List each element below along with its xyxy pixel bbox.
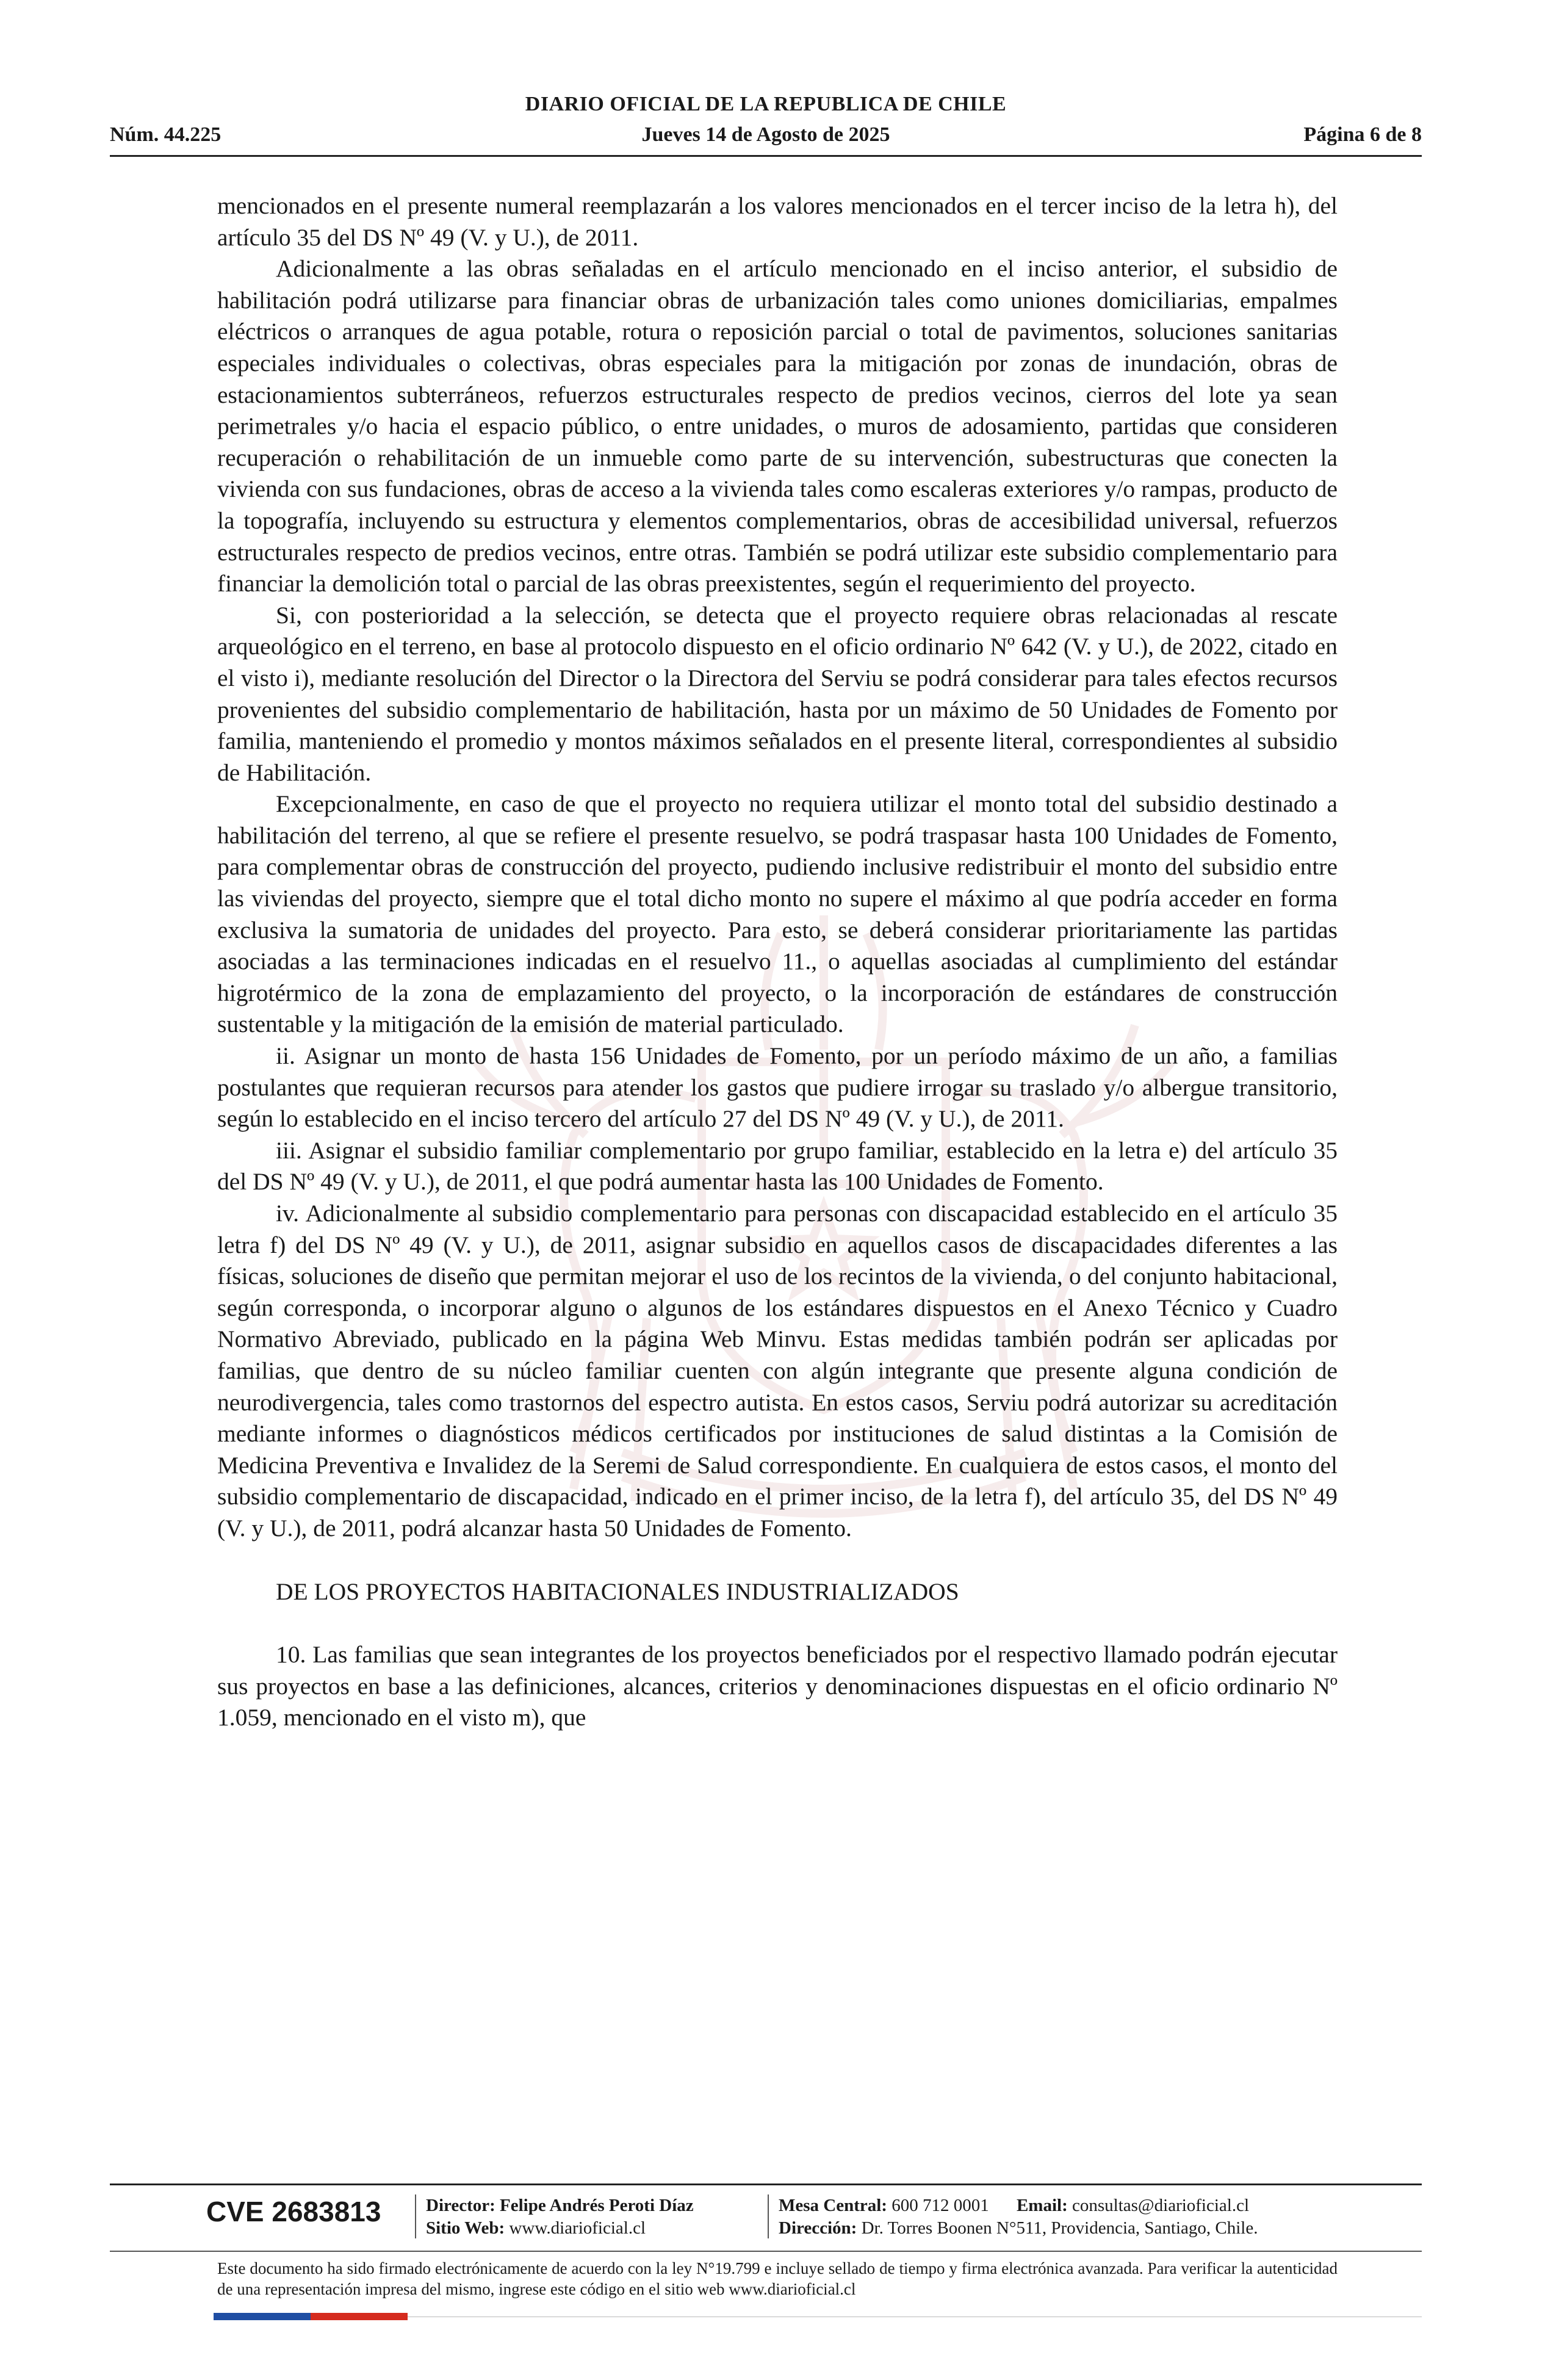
footer-divider: [110, 2183, 1422, 2185]
footer-separator: [415, 2194, 416, 2238]
chile-flag-stripe: [214, 2313, 408, 2320]
newspaper-name: DIARIO OFICIAL DE LA REPUBLICA DE CHILE: [525, 93, 1007, 115]
page-indicator: Página 6 de 8: [1303, 123, 1422, 146]
document-body: [217, 190, 1338, 1734]
header-divider: [110, 155, 1422, 157]
website-link[interactable]: www.diarioficial.cl: [509, 2218, 646, 2238]
paragraph: iii. Asignar el subsidio familiar complementario por grupo familiar, establecido en la letra e) del artículo 35 del DS Nº 49 (V. y U.), de 2011, el que podrá aumentar hasta las 100 Unidades de Fomento.: [217, 1136, 1338, 1195]
footer-contact-left: [426, 2194, 694, 2240]
phone-label: Mesa Central:: [779, 2196, 887, 2215]
address-value: Dr. Torres Boonen N°511, Providencia, Santiago, Chile.: [861, 2218, 1258, 2238]
director-label: Director:: [426, 2196, 495, 2215]
paragraph: Excepcionalmente, en caso de que el proyecto no requiera utilizar el monto total del subsidio destinado a habilitación del terreno, al que se refiere el presente resuelvo, se podrá traspasar hasta 100 Unidades de Fomento, para complementar obras de construcción del proyecto, pudiendo inclusive redistribuir el monto del subsidio entre las viviendas del proyecto, siempre que el total dicho monto no supere el máximo al que podría acceder en forma exclusiva la sumatoria de unidades del proyecto. Para esto, se deberá considerar prioritariamente las partidas asociadas a las terminaciones indicadas en el resuelvo 11., o aquellas asociadas al cumplimiento del estándar higrotérmico de la zona de emplazamiento del proyecto, o la incorporación de estándares de construcción sustentable y la mitigación de la emisión de material particulado.: [217, 790, 1338, 1038]
paragraph: ii. Asignar un monto de hasta 156 Unidades de Fomento, por un período máximo de un año, a familias postulantes que requieran recursos para atender los gastos que pudiere irrogar su traslado y/o albergue transitorio, según lo establecido en el inciso tercero del artículo 27 del DS Nº 49 (V. y U.), de 2011.: [217, 1042, 1338, 1133]
page-header: [110, 93, 1422, 159]
address-label: Dirección:: [779, 2218, 857, 2238]
footer-contact-right: [779, 2194, 1258, 2240]
email-label: Email:: [1016, 2196, 1068, 2215]
footer-divider: [110, 2251, 1422, 2252]
cve-code: CVE 2683813: [206, 2196, 381, 2227]
paragraph: iv. Adicionalmente al subsidio complementario para personas con discapacidad establecido en el artículo 35 letra f) del DS Nº 49 (V. y U.), de 2011, asignar subsidio en aquellos casos de discapacidades diferentes a las físicas, soluciones de diseño que permitan mejorar el uso de los recintos de la vivienda, o del conjunto habitacional, según corresponda, o incorporar alguno o algunos de los estándares dispuestos en el Anexo Técnico y Cuadro Normativo Abreviado, publicado en la página Web Minvu. Estas medidas también podrán ser aplicadas por familias, que dentro de su núcleo familiar cuenten con algún integrante que presente alguna condición de neurodivergencia, tales como trastornos del espectro autista. En estos casos, Serviu podrá autorizar su acreditación mediante informes o diagnósticos médicos certificados por instituciones de salud distintas a la Comisión de Medicina Preventiva e Invalidez de la Seremi de Salud correspondiente. En cualquiera de estos casos, el monto del subsidio complementario de discapacidad, indicado en el primer inciso, de la letra f), del artículo 35, del DS Nº 49 (V. y U.), de 2011, podrá alcanzar hasta 50 Unidades de Fomento.: [217, 1200, 1338, 1542]
issue-number: Núm. 44.225: [110, 123, 222, 146]
flag-red-segment: [311, 2313, 408, 2320]
paragraph: Si, con posterioridad a la selección, se detecta que el proyecto requiere obras relacionadas al rescate arqueológico en el terreno, en base al protocolo dispuesto en el oficio ordinario Nº 642 (V. y U.), de 2022, citado en el visto i), mediante resolución del Director o la Directora del Serviu se podrá considerar para tales efectos recursos provenientes del subsidio complementario de habilitación, hasta por un máximo de 50 Unidades de Fomento por familia, manteniendo el promedio y montos máximos señalados en el presente literal, correspondientes al subsidio de Habilitación.: [217, 601, 1338, 786]
flag-blue-segment: [214, 2313, 311, 2320]
director-name: Felipe Andrés Peroti Díaz: [500, 2196, 694, 2215]
phone-number: 600 712 0001: [891, 2196, 989, 2215]
website-label: Sitio Web:: [426, 2218, 505, 2238]
email-link[interactable]: consultas@diarioficial.cl: [1072, 2196, 1250, 2215]
paragraph: 10. Las familias que sean integrantes de los proyectos beneficiados por el respectivo llamado podrán ejecutar sus proyectos en base a las definiciones, alcances, criterios y denominaciones dispuestas en el oficio ordinario Nº 1.059, mencionado en el visto m), que: [217, 1641, 1338, 1731]
legal-notice: Este documento ha sido firmado electrónicamente de acuerdo con la ley N°19.799 e incluye sellado de tiempo y firma electrónica avanzada. Para verificar la autenticidad de una representación impresa del mismo, ingrese este código en el sitio web www.diarioficial.cl: [217, 2259, 1338, 2298]
paragraph: mencionados en el presente numeral reemplazarán a los valores mencionados en el tercer inciso de la letra h), del artículo 35 del DS Nº 49 (V. y U.), de 2011.: [217, 192, 1338, 251]
section-heading: DE LOS PROYECTOS HABITACIONALES INDUSTRIALIZADOS: [276, 1578, 959, 1605]
publication-date: Jueves 14 de Agosto de 2025: [641, 123, 890, 146]
paragraph: Adicionalmente a las obras señaladas en el artículo mencionado en el inciso anterior, el subsidio de habilitación podrá utilizarse para financiar obras de urbanización tales como uniones domiciliarias, empalmes eléctricos o arranques de agua potable, rotura o reposición parcial o total de pavimentos, soluciones sanitarias especiales individuales o colectivas, obras especiales para la mitigación por zonas de inundación, obras de estacionamientos subterráneos, refuerzos estructurales respecto de predios vecinos, cierros del lote ya sean perimetrales y/o hacia el espacio público, o entre unidades, o muros de adosamiento, partidas que consideren recuperación o rehabilitación de un inmueble como parte de su intervención, subestructuras que conecten la vivienda con sus fundaciones, obras de acceso a la vivienda tales como escaleras exteriores y/o rampas, producto de la topografía, incluyendo su estructura y elementos complementarios, obras de accesibilidad universal, refuerzos estructurales respecto de predios vecinos, entre otras. También se podrá utilizar este subsidio complementario para financiar la demolición total o parcial de las obras preexistentes, según el requerimiento del proyecto.: [217, 255, 1338, 597]
footer-separator: [768, 2194, 769, 2238]
